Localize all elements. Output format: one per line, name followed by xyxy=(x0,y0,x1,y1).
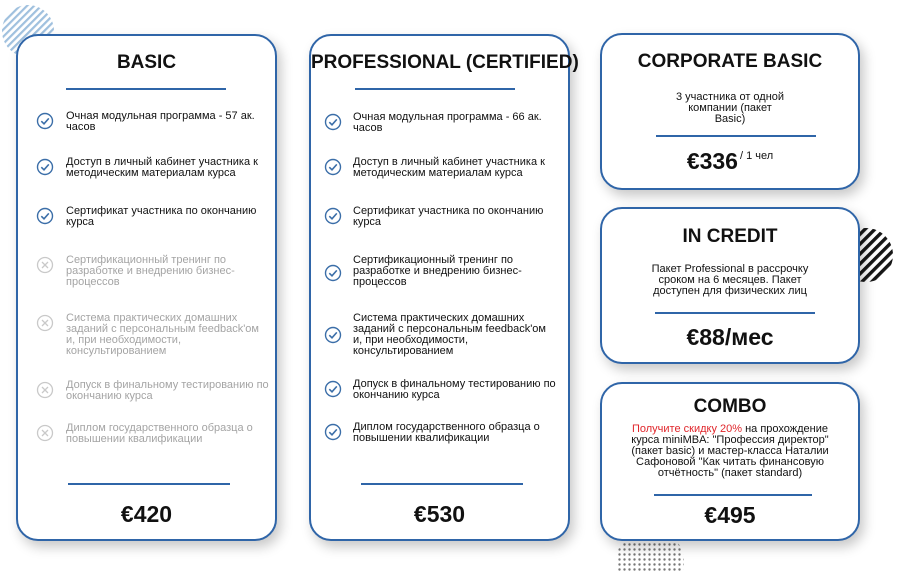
price-divider xyxy=(654,494,812,496)
check-circle-icon xyxy=(324,380,342,398)
pricing-card-basic[interactable] xyxy=(16,34,277,541)
feature-item xyxy=(311,422,568,466)
feature-item xyxy=(311,379,568,423)
feature-item xyxy=(18,111,275,155)
pricing-card-combo[interactable] xyxy=(600,382,860,541)
pricing-card-professional[interactable] xyxy=(309,34,579,541)
feature-item-disabled xyxy=(18,313,275,357)
feature-text: Очная модульная программа - 57 ак. часов xyxy=(66,110,255,133)
feature-item xyxy=(311,157,568,201)
description-text: на прохождение курса miniMBA: "Профессия директор" (пакет basic) и мастер-класса Наталии Сафоновой "Как читать финансовую отчётность" (пакет standard) xyxy=(631,423,829,479)
card-title: IN CREDIT xyxy=(682,226,778,247)
price: €420 xyxy=(120,501,173,527)
pricing-card-corporate[interactable] xyxy=(600,33,860,190)
feature-text: Система практических домашних заданий с персональным feedback'ом и, при необходимости, консультированием xyxy=(353,312,546,357)
check-circle-icon xyxy=(36,207,54,225)
price: €336 xyxy=(686,148,738,174)
x-circle-icon xyxy=(36,314,54,332)
price: €530 xyxy=(413,501,466,527)
pricing-card-credit[interactable] xyxy=(600,207,860,364)
card-description: Пакет Professional в рассрочку сроком на 6 месяцев. Пакет доступен для физических лиц xyxy=(651,263,809,297)
price: €495 xyxy=(704,502,756,528)
check-circle-icon xyxy=(36,158,54,176)
feature-item-disabled xyxy=(18,423,275,467)
feature-item-disabled xyxy=(18,380,275,424)
feature-text: Сертификационный тренинг по разработке и внедрению бизнес-процессов xyxy=(66,254,235,288)
feature-item xyxy=(18,157,275,201)
title-divider xyxy=(355,88,515,90)
feature-text: Диплом государственного образца о повышении квалификации xyxy=(353,421,540,444)
check-circle-icon xyxy=(324,207,342,225)
feature-text: Очная модульная программа - 66 ак. часов xyxy=(353,111,542,134)
price-divider xyxy=(655,312,815,314)
discount-highlight: Получите скидку 20% xyxy=(631,423,743,435)
feature-text: Допуск в финальному тестированию по окончанию курса xyxy=(66,379,269,402)
feature-text: Система практических домашних заданий с персональным feedback'ом и, при необходимости, консультированием xyxy=(66,312,259,357)
card-title: BASIC xyxy=(116,52,177,73)
feature-text: Доступ в личный кабинет участника к методическим материалам курса xyxy=(353,156,545,179)
price-container xyxy=(602,148,858,175)
x-circle-icon xyxy=(36,424,54,442)
price: €88/мес xyxy=(686,324,774,350)
feature-item xyxy=(311,255,568,299)
title-divider xyxy=(66,88,226,90)
check-circle-icon xyxy=(324,326,342,344)
feature-item xyxy=(311,112,568,156)
feature-text: Сертификационный тренинг по разработке и внедрению бизнес-процессов xyxy=(353,254,522,288)
x-circle-icon xyxy=(36,381,54,399)
price-divider xyxy=(361,483,523,485)
feature-item xyxy=(311,206,568,250)
check-circle-icon xyxy=(324,423,342,441)
price-divider xyxy=(68,483,230,485)
feature-text: Доступ в личный кабинет участника к методическим материалам курса xyxy=(66,156,258,179)
price-divider xyxy=(656,135,816,137)
feature-text: Допуск в финальному тестированию по окончанию курса xyxy=(353,378,556,401)
card-title: CORPORATE BASIC xyxy=(637,51,823,72)
feature-item xyxy=(311,313,568,357)
card-title: COMBO xyxy=(693,396,767,417)
x-circle-icon xyxy=(36,256,54,274)
feature-text: Диплом государственного образца о повышении квалификации xyxy=(66,422,253,445)
feature-text: Сертификат участника по окончанию курса xyxy=(66,205,257,228)
check-circle-icon xyxy=(36,112,54,130)
price-suffix: / 1 чел xyxy=(739,150,774,162)
check-circle-icon xyxy=(324,158,342,176)
feature-item xyxy=(18,206,275,250)
check-circle-icon xyxy=(324,113,342,131)
card-description: 3 участника от одной компании (пакет Basic) xyxy=(675,91,785,125)
card-title: PROFESSIONAL (CERTIFIED) xyxy=(311,52,579,73)
feature-item-disabled xyxy=(18,255,275,299)
feature-text: Сертификат участника по окончанию курса xyxy=(353,205,544,228)
check-circle-icon xyxy=(324,264,342,282)
card-description xyxy=(602,424,858,479)
